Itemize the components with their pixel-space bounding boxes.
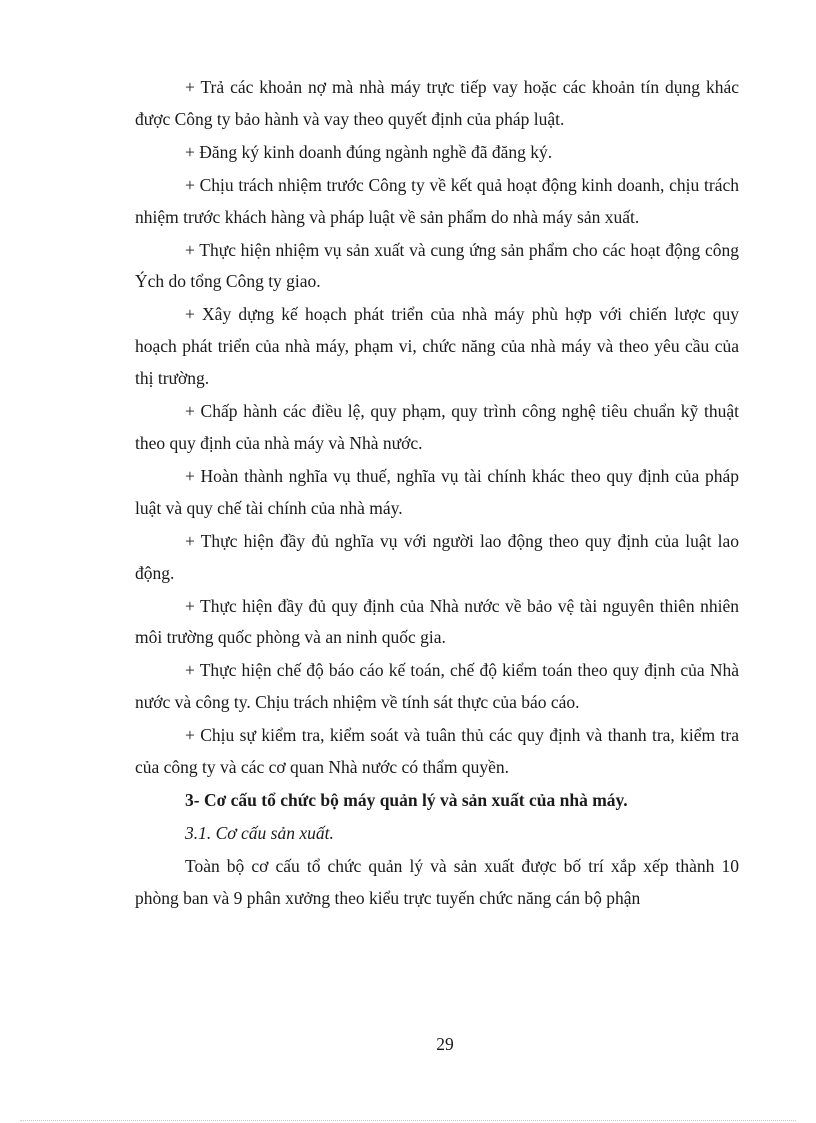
paragraph-technical-standards: + Chấp hành các điều lệ, quy phạm, quy trình công nghệ tiêu chuẩn kỹ thuật theo quy định của nhà máy và Nhà nước. bbox=[135, 401, 739, 453]
paragraph-environment-security: + Thực hiện đầy đủ quy định của Nhà nước về bảo vệ tài nguyên thiên nhiên môi trường quốc phòng và an ninh quốc gia. bbox=[135, 595, 739, 648]
paragraph-accounting-reports: + Thực hiện chế độ báo cáo kế toán, chế độ kiểm toán theo quy định của Nhà nước và công ty. Chịu trách nhiệm về tính sát thực của báo cáo. bbox=[135, 660, 739, 713]
section-heading: 3- Cơ cấu tổ chức bộ máy quản lý và sản xuất của nhà máy. bbox=[185, 789, 628, 810]
paragraph-debt-repayment: + Trả các khoản nợ mà nhà máy trực tiếp vay hoặc các khoản tín dụng khác được Công ty bảo hành và vay theo quyết định của pháp luật. bbox=[135, 77, 739, 129]
paragraph-business-registration: + Đăng ký kinh doanh đúng ngành nghề đã đăng ký. bbox=[185, 141, 553, 162]
page-content bbox=[135, 72, 739, 916]
page-number: 29 bbox=[436, 1034, 454, 1054]
paragraph-inspection: + Chịu sự kiểm tra, kiểm soát và tuân thủ các quy định và thanh tra, kiểm tra của công ty và các cơ quan Nhà nước có thẩm quyền. bbox=[135, 725, 739, 778]
paragraph-organization-structure: Toàn bộ cơ cấu tổ chức quản lý và sản xuất được bố trí xắp xếp thành 10 phòng ban và 9 phân xưởng theo kiểu trực tuyến chức năng cán bộ phận bbox=[135, 855, 739, 908]
subsection-heading: 3.1. Cơ cấu sản xuất. bbox=[185, 822, 334, 843]
paragraph-development-plan: + Xây dựng kế hoạch phát triển của nhà máy phù hợp với chiến lược quy hoạch phát triển của nhà máy, phạm vi, chức năng của nhà máy và theo yêu cầu của thị trường. bbox=[135, 304, 739, 389]
paragraph-responsibility: + Chịu trách nhiệm trước Công ty về kết quả hoạt động kinh doanh, chịu trách nhiệm trước khách hàng và pháp luật về sản phẩm do nhà máy sản xuất. bbox=[135, 174, 739, 227]
paragraph-labor-obligations: + Thực hiện đầy đủ nghĩa vụ với người lao động theo quy định của luật lao động. bbox=[135, 530, 739, 583]
paragraph-production-tasks: + Thực hiện nhiệm vụ sản xuất và cung ứng sản phẩm cho các hoạt động công Ých do tổng Công ty giao. bbox=[135, 239, 739, 292]
page-bottom-divider bbox=[20, 1120, 796, 1121]
paragraph-tax-obligations: + Hoàn thành nghĩa vụ thuế, nghĩa vụ tài chính khác theo quy định của pháp luật và quy chế tài chính của nhà máy. bbox=[135, 465, 739, 518]
